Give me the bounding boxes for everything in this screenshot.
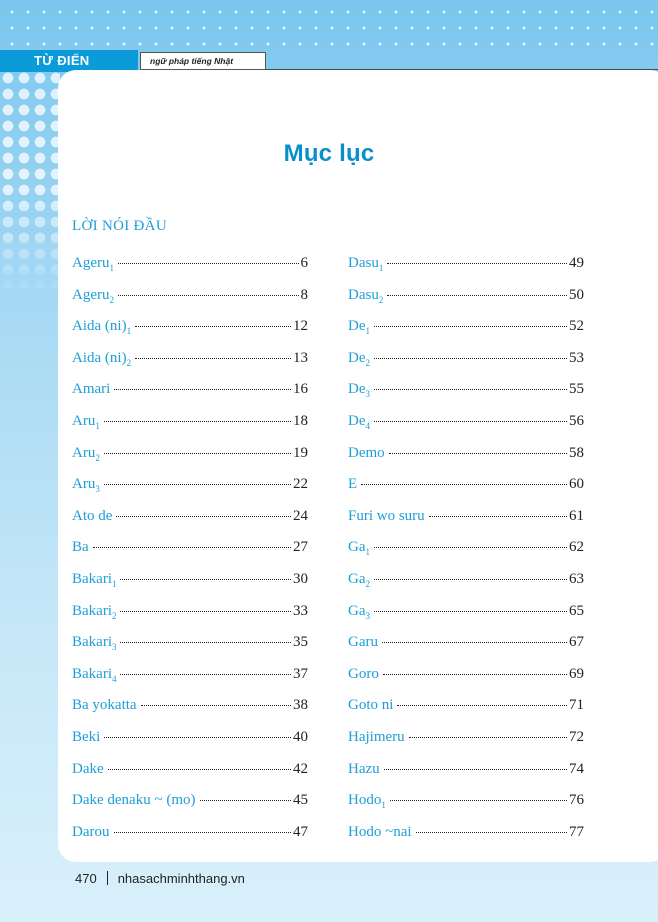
toc-entry-subscript: 2 (378, 294, 384, 305)
toc-leader-dots (114, 831, 292, 833)
toc-entry[interactable] (348, 445, 584, 477)
toc-entry-page: 71 (569, 697, 584, 714)
toc-entry[interactable] (348, 350, 584, 382)
toc-entry-page: 49 (569, 255, 584, 271)
toc-entry-title: Aida (ni) (72, 349, 127, 366)
toc-leader-dots (397, 704, 567, 706)
toc-entry[interactable] (348, 476, 584, 508)
toc-leader-dots (141, 704, 291, 706)
toc-entry[interactable] (72, 381, 308, 413)
toc-entry[interactable] (72, 508, 308, 540)
toc-leader-dots (114, 388, 291, 390)
toc-entry-page: 58 (569, 444, 584, 461)
toc-entry-title: Aida (ni) (72, 318, 127, 335)
toc-entry-title: Ba yokatta (72, 697, 137, 714)
toc-entry-title: Dasu (348, 286, 379, 303)
toc-entry[interactable] (348, 571, 584, 603)
toc-entry-page: 24 (293, 507, 308, 524)
toc-entry-page: 50 (569, 286, 584, 303)
section-tag: TỪ ĐIỂN (0, 50, 138, 72)
toc-entry[interactable] (348, 666, 584, 698)
toc-entry-title: Ageru (72, 255, 110, 271)
page-number: 470 (75, 871, 97, 886)
dot-pattern-left (0, 70, 60, 300)
toc-entry-title: Amari (72, 381, 111, 398)
toc-entry-page: 52 (569, 318, 584, 335)
toc-entry-page: 55 (569, 381, 584, 398)
toc-entry[interactable] (348, 508, 584, 540)
toc-entry-subscript: 2 (109, 294, 114, 305)
toc-entry-page: 19 (293, 444, 308, 461)
toc-entry-page: 35 (293, 634, 308, 651)
toc-entry-page: 72 (569, 728, 584, 745)
toc-entry[interactable] (72, 697, 308, 729)
toc-entry-subscript: 2 (126, 357, 132, 368)
toc-entry[interactable] (348, 255, 584, 287)
toc-entry[interactable] (72, 824, 308, 856)
toc-leader-dots (118, 262, 299, 264)
toc-entry-subscript: 4 (365, 420, 370, 431)
toc-entry-title: Ba (72, 539, 89, 556)
toc-entry-title: Bakari (72, 665, 112, 682)
toc-leader-dots (135, 325, 291, 327)
toc-leader-dots (200, 799, 292, 801)
toc-entry-title: Dake denaku ~ (mo) (72, 792, 196, 809)
toc-entry[interactable] (72, 413, 308, 445)
toc-entry-subscript: 1 (126, 326, 132, 337)
toc-entry-title: Bakari (72, 634, 112, 651)
toc-entry-page: 37 (293, 665, 308, 682)
toc-entry-title: Dake (72, 760, 104, 777)
toc-leader-dots (387, 294, 567, 296)
toc-entry-title: Darou (72, 823, 110, 840)
toc-entry-title: Beki (72, 728, 101, 745)
toc-entry[interactable] (72, 571, 308, 603)
toc-leader-dots (104, 736, 291, 738)
toc-leader-dots (104, 420, 291, 422)
toc-entry-title: Hazu (348, 760, 380, 777)
toc-entry-title: Garu (348, 634, 378, 651)
toc-leader-dots (120, 610, 291, 612)
toc-entry-subscript: 1 (365, 547, 370, 558)
toc-entry-title: Furi wo suru (348, 507, 425, 524)
toc-entry[interactable] (72, 666, 308, 698)
toc-entry-page: 16 (293, 381, 308, 398)
toc-entry-page: 61 (569, 507, 584, 524)
toc-entry-subscript: 3 (95, 484, 100, 495)
toc-entry-page: 12 (293, 318, 308, 335)
toc-entry-page: 18 (293, 412, 308, 429)
page-title: Mục lục (283, 140, 375, 167)
toc-leader-dots (361, 483, 567, 485)
toc-leader-dots (118, 294, 299, 296)
toc-entry[interactable] (72, 287, 308, 319)
toc-entry[interactable] (348, 381, 584, 413)
toc-entry-page: 77 (569, 823, 584, 840)
toc-entry[interactable] (72, 761, 308, 793)
toc-entry-title: Goro (348, 665, 379, 682)
toc-entry-page: 53 (569, 349, 584, 366)
toc-entry-page: 62 (569, 539, 584, 556)
toc-leader-dots (374, 420, 567, 422)
toc-entry-page: 56 (569, 412, 584, 429)
toc-entry[interactable] (72, 445, 308, 477)
toc-leader-dots (382, 641, 567, 643)
toc-leader-dots (409, 736, 567, 738)
toc-leader-dots (120, 673, 291, 675)
toc-leader-dots (390, 799, 567, 801)
toc-leader-dots (374, 357, 567, 359)
toc-entry-page: 63 (569, 570, 584, 587)
toc-entry[interactable] (348, 603, 584, 635)
toc-entry-subscript: 3 (365, 610, 370, 621)
toc-entry-subscript: 3 (365, 389, 370, 400)
toc-column-right (348, 255, 584, 855)
toc-entry-subscript: 1 (381, 800, 386, 811)
toc-entry-title: Hodo (348, 792, 382, 809)
toc-entry[interactable] (348, 761, 584, 793)
toc-entry-title: De (348, 318, 366, 335)
toc-entry-subscript: 2 (365, 578, 370, 589)
toc-entry-page: 38 (293, 697, 308, 714)
toc-leader-dots (104, 483, 291, 485)
toc-entry-subscript: 2 (95, 452, 100, 463)
toc-entry[interactable] (72, 350, 308, 382)
toc-entry-page: 69 (569, 665, 584, 682)
toc-leader-dots (384, 768, 567, 770)
toc-leader-dots (374, 578, 567, 580)
toc-entry[interactable] (72, 539, 308, 571)
toc-leader-dots (374, 388, 567, 390)
toc-entry-title: Dasu (348, 255, 379, 271)
toc-entry[interactable] (72, 255, 308, 287)
footer-separator (107, 871, 108, 885)
toc-entry-title: Ga (348, 602, 366, 619)
toc-entry-title: Ato de (72, 507, 113, 524)
toc-entry-subscript: 2 (365, 357, 370, 368)
toc-entry-page: 6 (300, 255, 308, 271)
toc-entry[interactable] (348, 539, 584, 571)
toc-entry-subscript: 2 (111, 610, 117, 621)
toc-entry-title: Aru (72, 444, 96, 461)
toc-entry-subscript: 1 (378, 263, 384, 273)
toc-entry-page: 60 (569, 476, 584, 493)
toc-entry-page: 74 (569, 760, 584, 777)
toc-entry-page: 76 (569, 792, 584, 809)
toc-entry-page: 42 (293, 760, 308, 777)
toc-entry[interactable] (348, 634, 584, 666)
toc-entry-page: 8 (300, 286, 308, 303)
toc-entry-title: E (348, 476, 358, 493)
toc-entry-subscript: 1 (95, 420, 100, 431)
toc-entry-title: Goto ni (348, 697, 394, 714)
toc-entry-subscript: 1 (111, 578, 117, 589)
toc-leader-dots (93, 546, 291, 548)
toc-leader-dots (387, 262, 567, 264)
toc-leader-dots (429, 515, 567, 517)
toc-leader-dots (135, 357, 291, 359)
toc-entry-page: 22 (293, 476, 308, 493)
toc-entry-title: Hodo ~nai (348, 823, 412, 840)
toc-entry[interactable] (348, 287, 584, 319)
publisher-site: nhasachminhthang.vn (117, 871, 245, 886)
toc-entry[interactable] (348, 729, 584, 761)
toc-entry-page: 40 (293, 728, 308, 745)
toc-entry-title: Aru (72, 412, 96, 429)
toc-entry-title: Ga (348, 570, 366, 587)
toc-entry-title: De (348, 381, 366, 398)
toc-leader-dots (389, 452, 567, 454)
toc-entry-page: 65 (569, 602, 584, 619)
toc-entry-subscript: 1 (365, 326, 370, 337)
page-footer (75, 871, 245, 886)
toc-entry-title: De (348, 412, 366, 429)
toc-leader-dots (416, 831, 567, 833)
toc-entry-title: Hajimeru (348, 728, 405, 745)
toc-entry-subscript: 1 (109, 263, 114, 273)
toc-entry[interactable] (72, 634, 308, 666)
toc-entry-page: 27 (293, 539, 308, 556)
toc-entry[interactable] (72, 318, 308, 350)
toc-entry-title: Bakari (72, 570, 112, 587)
toc-entry[interactable] (348, 792, 584, 824)
toc-entry-title: De (348, 349, 366, 366)
toc-leader-dots (374, 325, 567, 327)
toc-entry[interactable] (72, 792, 308, 824)
toc-entry-title: Bakari (72, 602, 112, 619)
toc-entry-page: 30 (293, 570, 308, 587)
toc-entry[interactable] (72, 729, 308, 761)
toc-entry-title: Aru (72, 476, 96, 493)
book-subtitle: ngữ pháp tiếng Nhật (140, 52, 266, 70)
toc-leader-dots (120, 641, 291, 643)
toc-entry[interactable] (348, 697, 584, 729)
toc-leader-dots (108, 768, 291, 770)
toc-entry-page: 45 (293, 792, 308, 809)
toc-entry[interactable] (348, 413, 584, 445)
toc-entry-title: Ageru (72, 286, 110, 303)
toc-leader-dots (374, 610, 567, 612)
toc-leader-dots (116, 515, 291, 517)
toc-entry-title: Ga (348, 539, 366, 556)
toc-entry-page: 13 (293, 349, 308, 366)
dot-pattern-top (0, 0, 658, 48)
toc-entry-subscript: 4 (111, 673, 117, 684)
toc-entry-page: 67 (569, 634, 584, 651)
toc-entry-preface[interactable]: LỜI NÓI ĐẦU (72, 218, 167, 234)
toc-leader-dots (374, 546, 567, 548)
toc-entry-page: 33 (293, 602, 308, 619)
toc-entry[interactable] (72, 476, 308, 508)
toc-leader-dots (104, 452, 291, 454)
toc-entry[interactable] (348, 824, 584, 856)
toc-entry-page: 47 (293, 823, 308, 840)
toc-column-left (72, 255, 308, 855)
toc-entry-title: Demo (348, 444, 385, 461)
toc-entry[interactable] (348, 318, 584, 350)
toc-entry[interactable] (72, 603, 308, 635)
toc-entry-subscript: 3 (111, 642, 117, 653)
toc-leader-dots (383, 673, 567, 675)
toc-leader-dots (120, 578, 291, 580)
